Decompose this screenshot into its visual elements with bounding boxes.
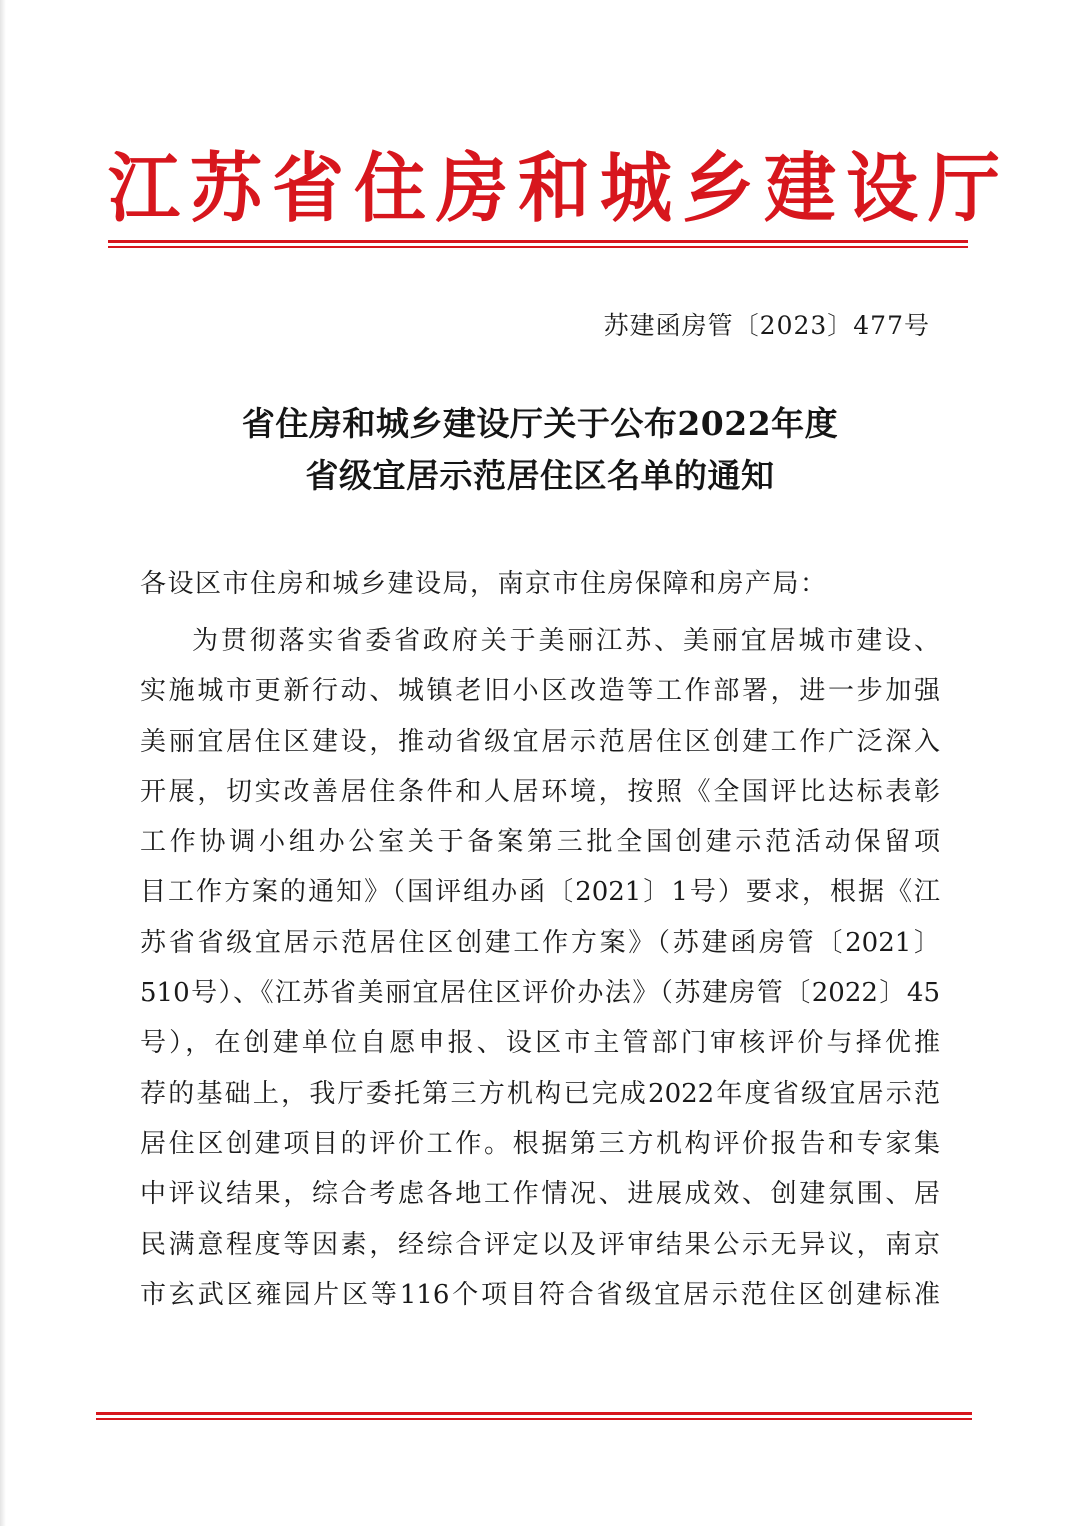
body-line: 工作协调小组办公室关于备案第三批全国创建示范活动保留项 (140, 827, 940, 858)
body-line: 美丽宜居住区建设，推动省级宜居示范居住区创建工作广泛深入 (140, 726, 940, 757)
body-line: 市玄武区雍园片区等116个项目符合省级宜居示范住区创建标准 (140, 1279, 940, 1310)
document-title-line-2: 省级宜居示范居住区名单的通知 (305, 456, 775, 495)
page-edge-shadow (0, 0, 6, 1526)
body-line: 目工作方案的通知》（国评组办函〔2021〕1号）要求，根据《江 (140, 877, 940, 908)
agency-masthead: 江苏省住房和城乡建设厅 (108, 142, 1011, 233)
body-line: 开展，切实改善居住条件和人居环境，按照《全国评比达标表彰 (140, 776, 940, 807)
masthead-red-rule-thick (108, 240, 968, 243)
body-line: 荐的基础上，我厅委托第三方机构已完成2022年度省级宜居示范 (140, 1078, 940, 1109)
body-line: 实施城市更新行动、城镇老旧小区改造等工作部署，进一步加强 (140, 676, 940, 707)
masthead-red-rule-thin (108, 246, 968, 248)
body-line: 510号）、《江苏省美丽宜居住区评价办法》（苏建房管〔2022〕45 (140, 978, 940, 1009)
body-line: 苏省省级宜居示范居住区创建工作方案》（苏建函房管〔2021〕 (140, 927, 940, 958)
body-line: 民满意程度等因素，经综合评定以及评审结果公示无异议，南京 (140, 1229, 940, 1260)
document-number: 苏建函房管〔2023〕477号 (603, 311, 930, 340)
body-line: 居住区创建项目的评价工作。根据第三方机构评价报告和专家集 (140, 1128, 940, 1159)
document-title (120, 398, 960, 502)
salutation: 各设区市住房和城乡建设局，南京市住房保障和房产局： (140, 569, 828, 599)
footer-red-rule-thick (96, 1412, 972, 1415)
body-line: 中评议结果，综合考虑各地工作情况、进展成效、创建氛围、居 (140, 1179, 940, 1210)
footer-red-rule-thin (96, 1418, 972, 1420)
body-paragraph (140, 616, 940, 1320)
body-line: 为贯彻落实省委省政府关于美丽江苏、美丽宜居城市建设、 (192, 626, 940, 656)
document-title-line-1: 省住房和城乡建设厅关于公布2022年度 (241, 404, 839, 443)
body-line: 号），在创建单位自愿申报、设区市主管部门审核评价与择优推 (140, 1028, 940, 1059)
